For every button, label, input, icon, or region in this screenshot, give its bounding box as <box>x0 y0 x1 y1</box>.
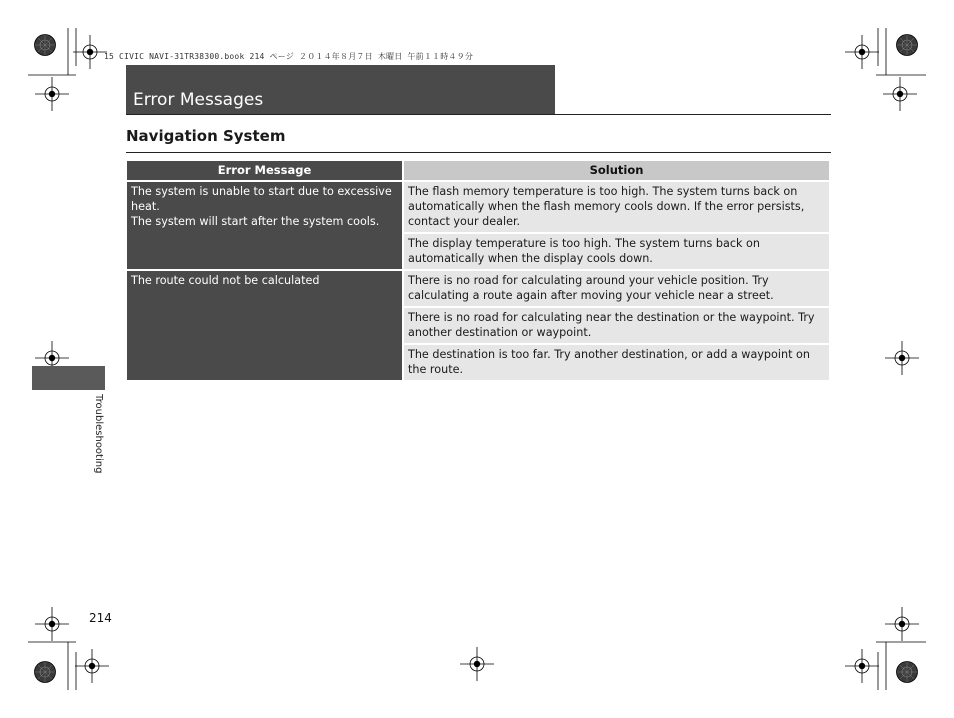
header-solution: Solution <box>404 161 829 180</box>
error-message-line: The route could not be calculated <box>131 274 320 287</box>
error-messages-table <box>125 159 831 382</box>
error-message-line: The system is unable to start due to excessive heat. <box>131 185 392 213</box>
title-rule <box>126 114 831 115</box>
section-title: Navigation System <box>126 127 286 145</box>
print-header: 15 CIVIC NAVI-31TR38300.book 214 ページ ２０１４年８月７日 木曜日 午前１１時４９分 <box>104 52 474 61</box>
section-rule <box>126 152 831 153</box>
solution-cell: The destination is too far. Try another destination, or add a waypoint on the route. <box>404 345 829 380</box>
solution-cell: The flash memory temperature is too high. The system turns back on automatically when the flash memory cools down. If the error persists, contact your dealer. <box>404 182 829 232</box>
solution-cell: There is no road for calculating near the destination or the waypoint. Try another destination or waypoint. <box>404 308 829 343</box>
error-message-line: The system will start after the system cools. <box>131 215 380 228</box>
page-number: 214 <box>89 611 112 625</box>
solution-cell: The display temperature is too high. The system turns back on automatically when the display cools down. <box>404 234 829 269</box>
page-title: Error Messages <box>133 90 264 110</box>
side-tab-label: Troubleshooting <box>93 394 104 474</box>
solution-cell: There is no road for calculating around your vehicle position. Try calculating a route again after moving your vehicle near a street. <box>404 271 829 306</box>
side-tab <box>32 366 105 390</box>
error-message-cell <box>127 182 402 269</box>
table-header-row <box>127 161 829 180</box>
table-row <box>127 271 829 306</box>
error-message-cell <box>127 271 402 380</box>
table-row <box>127 182 829 232</box>
header-error-message: Error Message <box>127 161 402 180</box>
